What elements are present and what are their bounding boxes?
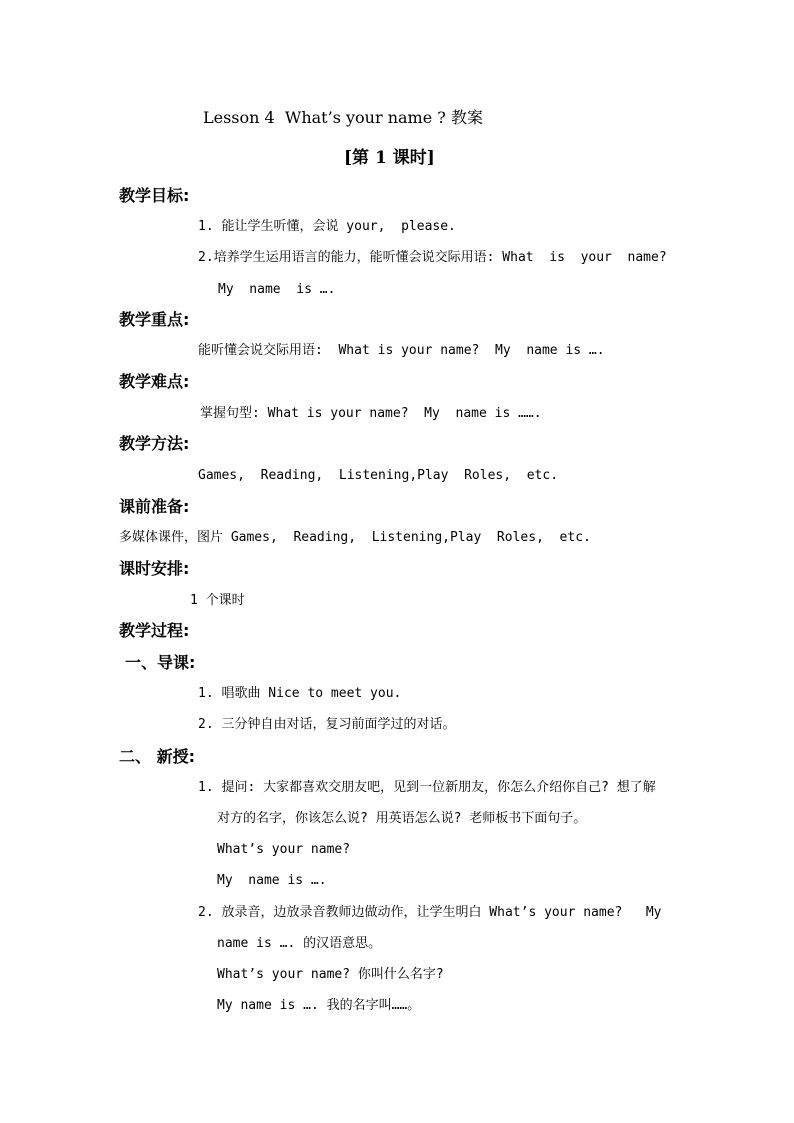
part1-line-1: 1. 唱歌曲 Nice to meet you. xyxy=(198,686,402,701)
objectives-line-3: My name is …. xyxy=(218,282,336,297)
process-heading: 教学过程: xyxy=(119,621,190,640)
objectives-line-1: 1. 能让学生听懂，会说 your, please. xyxy=(198,219,456,234)
part2-line-3: What’s your name? xyxy=(217,842,351,857)
part1-line-2: 2. 三分钟自由对话，复习前面学过的对话。 xyxy=(198,717,456,732)
part1-heading: 一、导课: xyxy=(125,653,196,672)
preparation-line-1: 多媒体课件，图片 Games, Reading, Listening,Play Roles, etc. xyxy=(119,530,591,545)
schedule-line-1: 1 个课时 xyxy=(190,593,245,608)
preparation-heading: 课前准备: xyxy=(119,497,190,516)
part2-line-6: name is …. 的汉语意思。 xyxy=(217,936,382,951)
part2-line-5: 2. 放录音，边放录音教师边做动作，让学生明白 What’s your name? My xyxy=(198,905,662,920)
objectives-heading: 教学目标: xyxy=(119,186,190,205)
objectives-line-2: 2.培养学生运用语言的能力，能听懂会说交际用语: What is your name? xyxy=(198,250,667,265)
methods-line-1: Games, Reading, Listening,Play Roles, etc. xyxy=(198,468,559,483)
lesson-period-subtitle: [第 1 课时] xyxy=(344,148,435,168)
part2-line-2: 对方的名字，你该怎么说? 用英语怎么说? 老师板书下面句子。 xyxy=(217,811,587,826)
part2-line-4: My name is …. xyxy=(217,873,327,888)
part2-line-8: My name is …. 我的名字叫……。 xyxy=(217,998,421,1013)
key-points-heading: 教学重点: xyxy=(119,310,190,329)
key-points-line-1: 能听懂会说交际用语: What is your name? My name is …. xyxy=(198,343,605,358)
part2-line-1: 1. 提问: 大家都喜欢交朋友吧，见到一位新朋友，你怎么介绍你自己? 想了解 xyxy=(198,780,656,795)
methods-heading: 教学方法: xyxy=(119,434,190,453)
difficulties-line-1: 掌握句型: What is your name? My name is ……. xyxy=(200,406,542,421)
part2-line-7: What’s your name? 你叫什么名字? xyxy=(217,967,444,982)
difficulties-heading: 教学难点: xyxy=(119,372,190,391)
document-title: Lesson 4 What’s your name ? 教案 xyxy=(203,108,483,127)
part2-heading: 二、 新授: xyxy=(119,747,195,766)
schedule-heading: 课时安排: xyxy=(119,559,190,578)
